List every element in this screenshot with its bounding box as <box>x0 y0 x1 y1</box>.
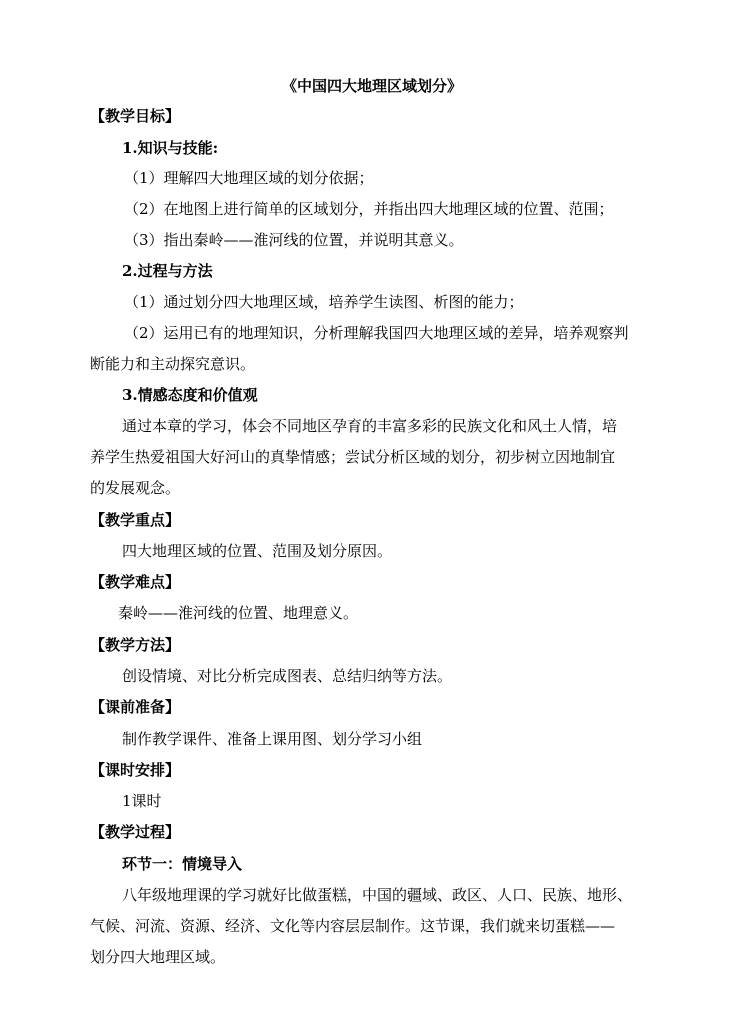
emotion-line-3: 的发展观念。 <box>90 479 181 497</box>
knowledge-heading: 1.知识与技能: <box>122 139 219 157</box>
preparation-text: 制作教学课件、准备上课用图、划分学习小组 <box>122 730 423 748</box>
knowledge-item-1: （1）理解四大地理区域的划分依据； <box>124 169 374 187</box>
emotion-line-2: 养学生热爱祖国大好河山的真挚情感；尝试分析区域的划分，初步树立因地制宜 <box>90 448 616 466</box>
process-item-2-cont: 断能力和主动探究意识。 <box>90 355 256 373</box>
step1-line-2: 气候、河流、资源、经济、文化等内容层层制作。这节课，我们就来切蛋糕—— <box>90 917 616 935</box>
key-points-heading: 【教学重点】 <box>90 511 181 529</box>
schedule-text: 1课时 <box>122 792 162 810</box>
preparation-heading: 【课前准备】 <box>90 698 181 716</box>
schedule-heading: 【课时安排】 <box>90 761 181 779</box>
knowledge-item-2: （2）在地图上进行简单的区域划分，并指出四大地理区域的位置、范围； <box>124 200 614 218</box>
process-item-2: （2）运用已有的地理知识，分析理解我国四大地理区域的差异，培养观察判 <box>124 324 629 342</box>
methods-heading: 【教学方法】 <box>90 636 181 654</box>
difficulties-heading: 【教学难点】 <box>90 573 181 591</box>
process-item-1: （1）通过划分四大地理区域，培养学生读图、析图的能力； <box>124 293 524 311</box>
document-title: 《中国四大地理区域划分》 <box>281 77 462 95</box>
key-points-text: 四大地理区域的位置、范围及划分原因。 <box>122 542 393 560</box>
knowledge-item-3: （3）指出秦岭——淮河线的位置，并说明其意义。 <box>124 231 464 249</box>
emotion-heading: 3.情感态度和价值观 <box>122 386 258 404</box>
difficulties-text: 秦岭——淮河线的位置、地理意义。 <box>118 604 359 622</box>
step1-line-3: 划分四大地理区域。 <box>90 948 226 966</box>
objectives-heading: 【教学目标】 <box>90 107 181 125</box>
step1-line-1: 八年级地理课的学习就好比做蛋糕，中国的疆域、政区、人口、民族、地形、 <box>122 886 633 904</box>
teaching-process-heading: 【教学过程】 <box>90 823 181 841</box>
methods-text: 创设情境、对比分析完成图表、总结归纳等方法。 <box>122 667 453 685</box>
process-method-heading: 2.过程与方法 <box>122 262 213 280</box>
step1-heading: 环节一：情境导入 <box>122 855 243 873</box>
emotion-line-1: 通过本章的学习，体会不同地区孕育的丰富多彩的民族文化和风土人情，培 <box>122 417 618 435</box>
